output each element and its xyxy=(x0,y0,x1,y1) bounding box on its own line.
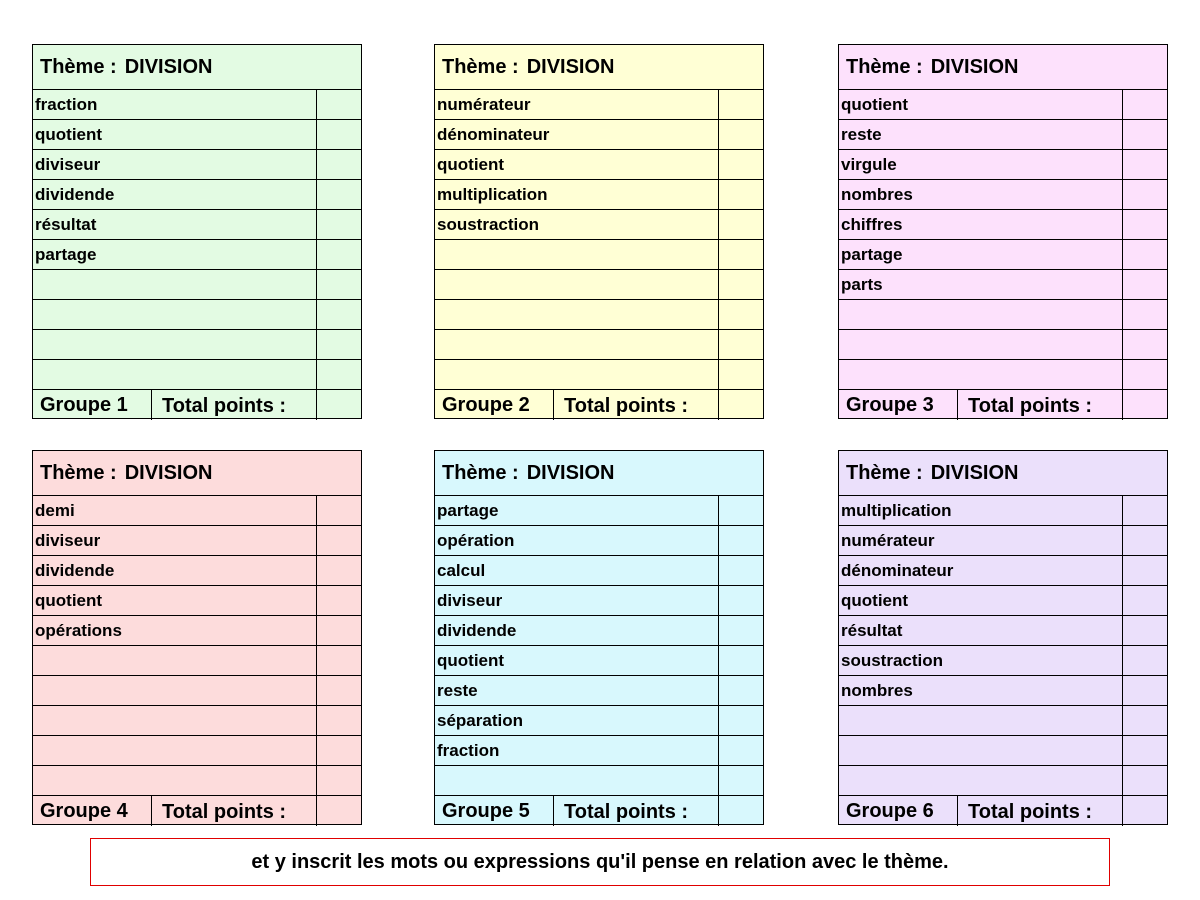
word-row xyxy=(33,526,361,556)
total-points-cell xyxy=(1123,796,1167,826)
score-cell xyxy=(1123,496,1167,525)
score-cell xyxy=(719,556,763,585)
score-cell xyxy=(317,706,361,735)
word-cell xyxy=(435,240,719,269)
theme-value: DIVISION xyxy=(930,55,1019,78)
group-card-3 xyxy=(838,44,1168,419)
theme-value: DIVISION xyxy=(124,55,213,78)
score-cell xyxy=(719,676,763,705)
word-cell xyxy=(33,300,317,329)
card-footer xyxy=(33,390,361,420)
score-cell xyxy=(317,676,361,705)
word-cell: quotient xyxy=(33,586,317,615)
word-cell xyxy=(33,706,317,735)
word-cell xyxy=(839,330,1123,359)
word-cell: partage xyxy=(839,240,1123,269)
score-cell xyxy=(719,150,763,179)
word-cell: soustraction xyxy=(839,646,1123,675)
theme-label: Thème : xyxy=(40,461,117,484)
word-row xyxy=(33,90,361,120)
word-cell xyxy=(33,676,317,705)
theme-label: Thème : xyxy=(846,461,923,484)
word-cell: soustraction xyxy=(435,210,719,239)
word-cell: virgule xyxy=(839,150,1123,179)
word-cell xyxy=(435,766,719,795)
word-row xyxy=(33,210,361,240)
score-cell xyxy=(719,240,763,269)
word-cell: dénominateur xyxy=(435,120,719,149)
score-cell xyxy=(1123,360,1167,389)
word-row xyxy=(33,586,361,616)
word-row xyxy=(435,270,763,300)
word-row xyxy=(33,766,361,796)
score-cell xyxy=(719,526,763,555)
word-row xyxy=(839,120,1167,150)
word-row xyxy=(839,586,1167,616)
word-row xyxy=(33,300,361,330)
score-cell xyxy=(317,300,361,329)
word-cell: nombres xyxy=(839,676,1123,705)
word-cell: dividende xyxy=(33,556,317,585)
card-header xyxy=(435,451,763,496)
score-cell xyxy=(317,90,361,119)
theme-label: Thème : xyxy=(846,55,923,78)
word-row xyxy=(435,676,763,706)
score-cell xyxy=(719,270,763,299)
group-label: Groupe 1 xyxy=(33,390,152,420)
word-row xyxy=(33,646,361,676)
total-points-cell xyxy=(317,390,361,420)
word-cell: parts xyxy=(839,270,1123,299)
card-header xyxy=(33,45,361,90)
word-cell: quotient xyxy=(839,90,1123,119)
group-card-2 xyxy=(434,44,764,419)
word-row xyxy=(435,150,763,180)
score-cell xyxy=(719,120,763,149)
word-row xyxy=(839,616,1167,646)
word-row xyxy=(33,180,361,210)
group-label: Groupe 2 xyxy=(435,390,554,420)
score-cell xyxy=(1123,180,1167,209)
word-cell: diviseur xyxy=(33,150,317,179)
word-cell: quotient xyxy=(33,120,317,149)
theme-label: Thème : xyxy=(442,461,519,484)
word-row xyxy=(33,240,361,270)
score-cell xyxy=(719,616,763,645)
score-cell xyxy=(317,150,361,179)
word-cell: calcul xyxy=(435,556,719,585)
instruction-text: et y inscrit les mots ou expressions qu'il pense en relation avec le thème. xyxy=(251,850,949,873)
score-cell xyxy=(1123,616,1167,645)
total-points-label: Total points : xyxy=(554,390,719,420)
word-row xyxy=(839,180,1167,210)
score-cell xyxy=(317,556,361,585)
score-cell xyxy=(1123,676,1167,705)
word-cell: opération xyxy=(435,526,719,555)
score-cell xyxy=(719,210,763,239)
word-cell: dividende xyxy=(33,180,317,209)
word-cell xyxy=(33,766,317,795)
card-footer xyxy=(839,390,1167,420)
word-cell: fraction xyxy=(33,90,317,119)
total-points-cell xyxy=(317,796,361,826)
word-row xyxy=(435,706,763,736)
total-points-label: Total points : xyxy=(152,390,317,420)
word-row xyxy=(839,526,1167,556)
card-header xyxy=(839,451,1167,496)
word-row xyxy=(33,556,361,586)
word-cell: diviseur xyxy=(33,526,317,555)
word-row xyxy=(33,330,361,360)
score-cell xyxy=(1123,120,1167,149)
word-cell xyxy=(435,270,719,299)
theme-value: DIVISION xyxy=(930,461,1019,484)
score-cell xyxy=(317,586,361,615)
score-cell xyxy=(719,330,763,359)
word-row xyxy=(839,556,1167,586)
word-row xyxy=(435,210,763,240)
score-cell xyxy=(719,180,763,209)
score-cell xyxy=(317,526,361,555)
word-row xyxy=(435,556,763,586)
word-row xyxy=(33,360,361,390)
word-row xyxy=(33,736,361,766)
word-cell: quotient xyxy=(435,646,719,675)
word-cell: résultat xyxy=(839,616,1123,645)
group-label: Groupe 3 xyxy=(839,390,958,420)
word-row xyxy=(839,496,1167,526)
score-cell xyxy=(1123,526,1167,555)
word-cell: quotient xyxy=(839,586,1123,615)
score-cell xyxy=(317,766,361,795)
score-cell xyxy=(317,210,361,239)
score-cell xyxy=(1123,766,1167,795)
score-cell xyxy=(1123,586,1167,615)
score-cell xyxy=(317,646,361,675)
word-row xyxy=(839,766,1167,796)
word-row xyxy=(33,706,361,736)
word-row xyxy=(33,496,361,526)
word-row xyxy=(435,736,763,766)
score-cell xyxy=(719,766,763,795)
group-card-5 xyxy=(434,450,764,825)
word-row xyxy=(435,586,763,616)
score-cell xyxy=(719,300,763,329)
word-cell xyxy=(33,270,317,299)
total-points-label: Total points : xyxy=(958,796,1123,826)
word-cell: numérateur xyxy=(435,90,719,119)
word-row xyxy=(435,766,763,796)
word-row xyxy=(839,210,1167,240)
word-cell: séparation xyxy=(435,706,719,735)
word-row xyxy=(435,180,763,210)
card-footer xyxy=(33,796,361,826)
word-row xyxy=(33,270,361,300)
word-cell: opérations xyxy=(33,616,317,645)
score-cell xyxy=(1123,646,1167,675)
word-row xyxy=(33,150,361,180)
word-row xyxy=(435,526,763,556)
word-cell: chiffres xyxy=(839,210,1123,239)
score-cell xyxy=(1123,300,1167,329)
group-label: Groupe 5 xyxy=(435,796,554,826)
score-cell xyxy=(1123,736,1167,765)
instruction-note xyxy=(90,838,1110,886)
word-cell: partage xyxy=(33,240,317,269)
word-cell: quotient xyxy=(435,150,719,179)
word-cell: numérateur xyxy=(839,526,1123,555)
group-card-4 xyxy=(32,450,362,825)
word-row xyxy=(435,360,763,390)
card-footer xyxy=(435,796,763,826)
word-row xyxy=(839,270,1167,300)
score-cell xyxy=(317,616,361,645)
score-cell xyxy=(317,180,361,209)
word-row xyxy=(435,90,763,120)
theme-value: DIVISION xyxy=(124,461,213,484)
word-cell xyxy=(33,360,317,389)
theme-value: DIVISION xyxy=(526,55,615,78)
score-cell xyxy=(1123,240,1167,269)
word-row xyxy=(435,240,763,270)
word-row xyxy=(33,120,361,150)
word-cell: nombres xyxy=(839,180,1123,209)
word-cell xyxy=(435,330,719,359)
card-header xyxy=(839,45,1167,90)
score-cell xyxy=(317,330,361,359)
word-cell xyxy=(33,646,317,675)
word-row xyxy=(33,616,361,646)
theme-value: DIVISION xyxy=(526,461,615,484)
word-cell: multiplication xyxy=(435,180,719,209)
total-points-label: Total points : xyxy=(958,390,1123,420)
word-cell xyxy=(839,360,1123,389)
word-row xyxy=(839,240,1167,270)
total-points-label: Total points : xyxy=(152,796,317,826)
score-cell xyxy=(719,646,763,675)
word-row xyxy=(839,300,1167,330)
word-row xyxy=(435,646,763,676)
word-cell: multiplication xyxy=(839,496,1123,525)
total-points-cell xyxy=(719,796,763,826)
score-cell xyxy=(719,736,763,765)
total-points-cell xyxy=(719,390,763,420)
group-label: Groupe 6 xyxy=(839,796,958,826)
score-cell xyxy=(719,706,763,735)
score-cell xyxy=(719,496,763,525)
word-cell: résultat xyxy=(33,210,317,239)
group-label: Groupe 4 xyxy=(33,796,152,826)
word-cell: diviseur xyxy=(435,586,719,615)
word-cell: reste xyxy=(839,120,1123,149)
word-cell xyxy=(435,360,719,389)
score-cell xyxy=(317,496,361,525)
word-cell xyxy=(33,736,317,765)
score-cell xyxy=(1123,150,1167,179)
word-row xyxy=(435,120,763,150)
group-card-6 xyxy=(838,450,1168,825)
word-row xyxy=(435,330,763,360)
word-cell: fraction xyxy=(435,736,719,765)
score-cell xyxy=(317,360,361,389)
word-row xyxy=(33,676,361,706)
word-cell: partage xyxy=(435,496,719,525)
theme-label: Thème : xyxy=(442,55,519,78)
score-cell xyxy=(719,90,763,119)
score-cell xyxy=(1123,90,1167,119)
score-cell xyxy=(1123,706,1167,735)
score-cell xyxy=(317,240,361,269)
word-row xyxy=(839,330,1167,360)
word-row xyxy=(839,360,1167,390)
word-row xyxy=(839,90,1167,120)
word-row xyxy=(839,706,1167,736)
word-row xyxy=(839,736,1167,766)
word-cell: dénominateur xyxy=(839,556,1123,585)
word-cell xyxy=(839,300,1123,329)
word-row xyxy=(435,616,763,646)
word-cell xyxy=(839,706,1123,735)
score-cell xyxy=(1123,330,1167,359)
score-cell xyxy=(719,360,763,389)
score-cell xyxy=(1123,270,1167,299)
card-footer xyxy=(435,390,763,420)
word-row xyxy=(435,496,763,526)
score-cell xyxy=(719,586,763,615)
word-cell: dividende xyxy=(435,616,719,645)
score-cell xyxy=(1123,556,1167,585)
word-cell: reste xyxy=(435,676,719,705)
card-footer xyxy=(839,796,1167,826)
score-cell xyxy=(317,120,361,149)
card-header xyxy=(33,451,361,496)
word-cell: demi xyxy=(33,496,317,525)
word-cell xyxy=(839,736,1123,765)
word-row xyxy=(839,676,1167,706)
group-card-1 xyxy=(32,44,362,419)
word-cell xyxy=(33,330,317,359)
score-cell xyxy=(1123,210,1167,239)
score-cell xyxy=(317,270,361,299)
total-points-cell xyxy=(1123,390,1167,420)
card-header xyxy=(435,45,763,90)
word-cell xyxy=(435,300,719,329)
word-cell xyxy=(839,766,1123,795)
word-row xyxy=(435,300,763,330)
theme-label: Thème : xyxy=(40,55,117,78)
score-cell xyxy=(317,736,361,765)
word-row xyxy=(839,150,1167,180)
word-row xyxy=(839,646,1167,676)
total-points-label: Total points : xyxy=(554,796,719,826)
